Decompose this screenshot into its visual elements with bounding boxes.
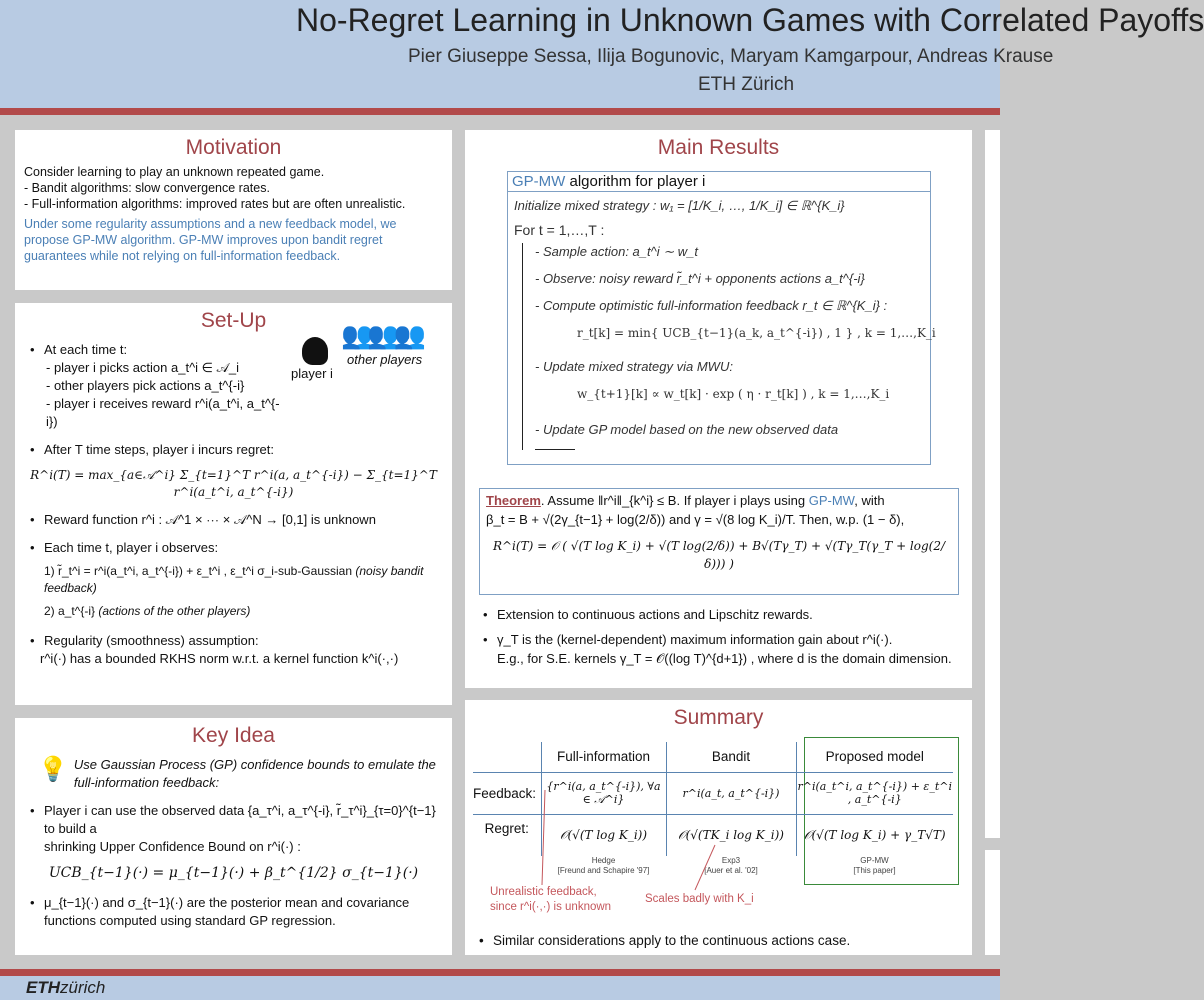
key-bullet-cont: shrinking Upper Confidence Bound on r^i(·) : bbox=[44, 839, 301, 854]
lightbulb-icon: 💡 bbox=[38, 756, 68, 783]
authors: Pier Giuseppe Sessa, Ilija Bogunovic, Maryam Kamgarpour, Andreas Krause bbox=[408, 46, 1054, 67]
theorem-box: Theorem. Assume ‖r^i‖_{k^i} ≤ B. If player i plays using GP-MW, with β_t = B + √(2γ_{t−1} + log(2/δ)) and γ = √(8 log K_i)/T. Then, w.p. (1 − δ), R^i(T) = 𝒪 ( √(T log K_i) + √(T log(2/δ)) + B√(Tγ_T) + √(Tγ_T(γ_T + log(2/δ))) ) bbox=[479, 488, 959, 595]
setup-bullet: • At each time t: bbox=[26, 341, 441, 359]
observation-note: (noisy bandit feedback) bbox=[44, 564, 424, 595]
algo-step: - Observe: noisy reward r̃_t^i + opponents actions a_t^{-i} bbox=[535, 271, 865, 286]
algo-step: - Sample action: a_t^i ∼ w_t bbox=[535, 244, 698, 259]
other-players-icon: 👥👥👥 bbox=[341, 320, 421, 350]
motivation-line: Consider learning to play an unknown repeated game. bbox=[24, 165, 325, 179]
ucb-equation: UCB_{t−1}(·) = μ_{t−1}(·) + β_t^{1/2} σ_{t−1}(·) bbox=[48, 865, 419, 881]
result-bullet: • Extension to continuous actions and Lipschitz rewards. bbox=[479, 605, 959, 624]
setup-subitem: r^i(·) has a bounded RKHS norm w.r.t. a kernel function k^i(·,·) bbox=[40, 651, 399, 666]
reference-hedge: Hedge [Freund and Schapire '97] bbox=[557, 856, 650, 875]
key-bullet: • μ_{t−1}(·) and σ_{t−1}(·) are the posterior mean and covariance bbox=[26, 894, 441, 912]
theorem-label: Theorem bbox=[486, 493, 541, 508]
main-results-panel bbox=[465, 130, 972, 688]
setup-panel bbox=[15, 303, 452, 705]
regret-equation: R^i(T) = max_{a∈𝒜^i} Σ_{t=1}^T r^i(a, a_t^{-i}) − Σ_{t=1}^T r^i(a_t^i, a_t^{-i}) bbox=[30, 468, 437, 499]
observation-2: 2) a_t^{-i} bbox=[44, 604, 95, 618]
unrealistic-note: Unrealistic feedback, since r^i(·,·) is unknown bbox=[490, 886, 612, 913]
setup-bullet: • Regularity (smoothness) assumption: bbox=[26, 632, 441, 650]
player-label: player i bbox=[291, 366, 333, 381]
summary-bullet: • Similar considerations apply to the continuous actions case. bbox=[475, 933, 850, 948]
right-panel-partial bbox=[985, 130, 1000, 838]
eth-logo: ETHzürich bbox=[26, 978, 106, 997]
setup-bullet: • After T time steps, player i incurs regret: bbox=[26, 441, 441, 459]
observation-1: 1) r̃_t^i = r^i(a_t^i, a_t^{-i}) + ε_t^i , ε_t^i σ_i-sub-Gaussian bbox=[44, 564, 353, 578]
motivation-line: - Full-information algorithms: improved rates but are often unrealistic. bbox=[24, 197, 406, 211]
right-panel-partial bbox=[985, 850, 1000, 955]
algorithm-box bbox=[507, 171, 936, 465]
motivation-panel bbox=[15, 130, 452, 290]
row-header: Feedback: bbox=[473, 785, 537, 801]
others-label: other players bbox=[347, 352, 423, 367]
feedback-cell: {r^i(a, a_t^{-i}), ∀a ∈ 𝒜^i} bbox=[541, 772, 666, 814]
poster-header bbox=[0, 0, 1204, 108]
feedback-cell: r^i(a_t, a_t^{-i}) bbox=[666, 772, 796, 814]
motivation-line: - Bandit algorithms: slow convergence rates. bbox=[24, 181, 270, 195]
regret-cell: 𝒪(√(T log K_i) + γ_T√T) bbox=[796, 814, 953, 856]
motivation-proposal: Under some regularity assumptions and a new feedback model, we propose GP-MW algorithm. GP-MW improves upon bandit regret guarantees while not relying on full-information feedback. bbox=[24, 217, 397, 263]
setup-subitem: - other players pick actions a_t^{-i} bbox=[46, 378, 245, 393]
algorithm-name: GP-MW bbox=[512, 173, 566, 190]
section-title: Set-Up bbox=[200, 309, 267, 332]
setup-bullet: • Reward function r^i : 𝒜^1 × ⋯ × 𝒜^N → [0,1] is unknown bbox=[26, 511, 441, 529]
scales-badly-note: Scales badly with K_i bbox=[645, 893, 754, 905]
result-bullet: • γ_T is the (kernel-dependent) maximum information gain about r^i(·). bbox=[479, 630, 959, 649]
footer-divider bbox=[0, 969, 1000, 976]
theorem-bound: R^i(T) = 𝒪 ( √(T log K_i) + √(T log(2/δ)) + B√(Tγ_T) + √(Tγ_T(γ_T + log(2/δ))) ) bbox=[492, 539, 946, 571]
summary-panel bbox=[465, 700, 972, 955]
key-idea-text: Use Gaussian Process (GP) confidence bounds to emulate the full-information feedback: bbox=[73, 757, 436, 790]
key-bullet: • Player i can use the observed data {a_τ^i, a_τ^{-i}, r̃_τ^i}_{τ=0}^{t−1} to build a bbox=[26, 802, 441, 838]
key-idea-panel bbox=[15, 718, 452, 955]
algo-step: Initialize mixed strategy : w₁ = [1/K_i, …, 1/K_i] ∈ ℝ^{K_i} bbox=[514, 198, 845, 213]
algo-step: - Compute optimistic full-information feedback r_t ∈ ℝ^{K_i} : bbox=[535, 298, 888, 313]
row-header: Regret: bbox=[484, 820, 529, 836]
annotation-arrows bbox=[465, 700, 972, 955]
key-bullet-cont: functions computed using standard GP regression. bbox=[44, 913, 336, 928]
feedback-equation: r_t[k] = min{ UCB_{t−1}(a_k, a_t^{-i}) , 1 } , k = 1,…,K_i bbox=[577, 326, 936, 340]
setup-subitem: - player i picks action a_t^i ∈ 𝒜_i bbox=[46, 360, 240, 375]
mwu-equation: w_{t+1}[k] ∝ w_t[k] · exp ( η · r_t[k] ) , k = 1,…,K_i bbox=[577, 387, 890, 401]
column-header: Full-information bbox=[541, 742, 666, 772]
column-header: Bandit bbox=[666, 742, 796, 772]
algo-step: - Update mixed strategy via MWU: bbox=[535, 359, 733, 374]
feedback-cell: r^i(a_t^i, a_t^{-i}) + ε_t^i , a_t^{-i} bbox=[796, 772, 953, 814]
poster-title: No-Regret Learning in Unknown Games with Correlated Payoffs bbox=[296, 2, 1204, 38]
algo-step: - Update GP model based on the new observed data bbox=[535, 421, 575, 450]
section-title: Summary bbox=[673, 706, 764, 729]
reference-exp3: Exp3 [Auer et al. '02] bbox=[704, 856, 758, 875]
algo-step: For t = 1,…,T : bbox=[514, 222, 605, 238]
algorithm-title: algorithm for player i bbox=[569, 173, 706, 190]
header-divider bbox=[0, 108, 1000, 115]
regret-cell: 𝒪(√(T log K_i)) bbox=[541, 814, 666, 856]
reference-gpmw: GP-MW [This paper] bbox=[853, 856, 896, 875]
observation-note: (actions of the other players) bbox=[98, 604, 251, 618]
setup-subitem: - player i receives reward r^i(a_t^i, a_t^{-i}) bbox=[46, 396, 280, 429]
section-title: Main Results bbox=[657, 136, 780, 159]
result-bullet-cont: E.g., for S.E. kernels γ_T = 𝒪((log T)^{d+1}) , where d is the domain dimension. bbox=[497, 651, 952, 666]
poster-footer bbox=[0, 976, 1000, 1000]
column-header: Proposed model bbox=[796, 742, 953, 772]
affiliation: ETH Zürich bbox=[698, 74, 795, 95]
theorem-text: β_t = B + √(2γ_{t−1} + log(2/δ)) and γ = √(8 log K_i)/T. Then, w.p. (1 − δ), bbox=[486, 512, 905, 527]
theorem-algorithm: GP-MW bbox=[808, 493, 855, 508]
theorem-text: . Assume ‖r^i‖_{k^i} ≤ B. If player i plays using bbox=[540, 493, 806, 508]
regret-cell: 𝒪(√(TK_i log K_i)) bbox=[666, 814, 796, 856]
section-title: Motivation bbox=[185, 136, 282, 159]
setup-bullet: • Each time t, player i observes: bbox=[26, 539, 441, 557]
section-title: Key Idea bbox=[192, 724, 275, 747]
